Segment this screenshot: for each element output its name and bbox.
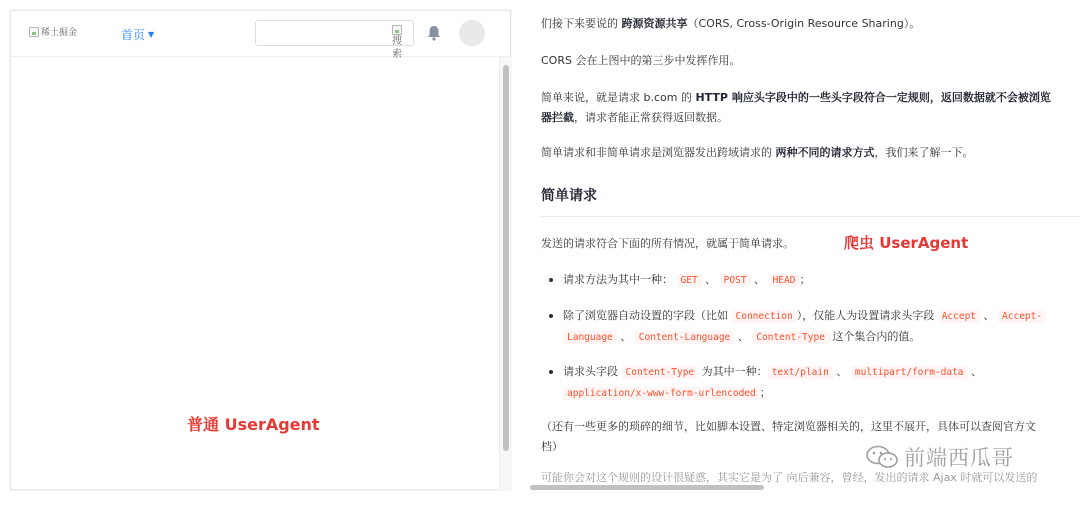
intro-paragraph bbox=[541, 14, 920, 34]
code-accept: Accept bbox=[938, 310, 980, 323]
list-item bbox=[541, 362, 1076, 404]
scrollbar-thumb[interactable] bbox=[503, 65, 509, 451]
separator: 、 bbox=[832, 365, 851, 378]
heading-divider bbox=[541, 216, 1080, 217]
bullet-text: 除了浏览器自动设置的字段（比如 bbox=[563, 309, 732, 322]
watermark bbox=[866, 442, 1014, 472]
two-types-paragraph bbox=[541, 143, 974, 163]
broken-image-icon bbox=[29, 27, 39, 37]
caret-down-icon: ▼ bbox=[148, 30, 155, 39]
nav-home-label: 首页 bbox=[121, 28, 146, 42]
condition-paragraph: 发送的请求符合下面的所有情况，就属于简单请求。 bbox=[541, 237, 794, 250]
two-types-bold: 两种不同的请求方式 bbox=[775, 146, 875, 159]
list-item bbox=[541, 270, 810, 291]
logo-alt-text: 稀土掘金 bbox=[41, 28, 78, 38]
simple-explain-paragraph bbox=[541, 88, 1076, 128]
search-button[interactable] bbox=[389, 25, 405, 61]
vertical-scrollbar[interactable] bbox=[499, 57, 511, 490]
code-head: HEAD bbox=[769, 274, 800, 287]
cors-paragraph: CORS 会在上图中的第三步中发挥作用。 bbox=[541, 54, 741, 67]
two-types-suffix: ，我们来了解一下。 bbox=[874, 146, 974, 159]
simple-explain-suffix: ，请求者能正常获得返回数据。 bbox=[574, 111, 728, 124]
normal-ua-caption: 普通 UserAgent bbox=[187, 415, 320, 434]
simple-request-heading: 简单请求 bbox=[541, 188, 597, 204]
intro-bold: 跨源资源共享 bbox=[621, 17, 688, 30]
wechat-icon bbox=[866, 445, 898, 469]
bullet-text: 为其中一种： bbox=[698, 365, 768, 378]
bullet-text: 请求头字段 bbox=[563, 365, 622, 378]
watermark-text: 前端西瓜哥 bbox=[904, 446, 1014, 470]
broken-image-icon bbox=[392, 25, 402, 35]
cut-off-text: 可能你会对这个规则的设计很疑惑，其实它是为了 向后兼容，曾经，发出的请求 Ajax 时就可以发送的 bbox=[541, 472, 1038, 484]
separator: 、 bbox=[734, 330, 753, 343]
crawler-ua-window bbox=[526, 0, 1080, 505]
code-connection: Connection bbox=[732, 310, 797, 323]
simple-explain-bold: HTTP 响应头字段中的一些头字段符合一定规则，返回数据就不会被浏览 bbox=[695, 91, 1051, 104]
bell-icon[interactable] bbox=[427, 25, 441, 41]
code-urlencoded: application/x-www-form-urlencoded bbox=[563, 387, 760, 400]
two-types-text: 简单请求和非简单请求是浏览器发出跨域请求的 bbox=[541, 146, 776, 159]
bullet-end: ； bbox=[799, 273, 811, 286]
crawler-ua-caption: 爬虫 UserAgent bbox=[844, 234, 969, 252]
site-header bbox=[11, 11, 510, 60]
code-post: POST bbox=[720, 274, 751, 287]
code-content-type: Content-Type bbox=[752, 331, 829, 344]
separator: 、 bbox=[701, 273, 720, 286]
list-item bbox=[541, 306, 1076, 348]
code-content-language: Content-Language bbox=[635, 331, 735, 344]
bullet-text: ），仅能人为设置请求头字段 bbox=[796, 309, 938, 322]
intro-text: 们接下来要说的 bbox=[541, 17, 622, 30]
simple-explain-bold-2: 器拦截 bbox=[541, 111, 574, 124]
site-logo[interactable] bbox=[29, 25, 77, 38]
horizontal-scrollbar[interactable] bbox=[530, 485, 1076, 491]
code-accept-language: Accept- bbox=[998, 310, 1046, 323]
search-button-label: 搜索 bbox=[392, 36, 402, 60]
note-text: （还有一些更多的琐碎的细节，比如脚本设置、特定浏览器相关的，这里不展开，具体可以查阅官方文 bbox=[541, 420, 1036, 433]
code-accept-language: Language bbox=[563, 331, 617, 344]
note-text-2: 档） bbox=[541, 440, 563, 453]
bullet-end: ； bbox=[759, 386, 771, 399]
nav-home-dropdown[interactable] bbox=[121, 26, 154, 43]
separator: 、 bbox=[750, 273, 769, 286]
separator: 、 bbox=[967, 365, 983, 378]
code-multipart: multipart/form-data bbox=[851, 366, 968, 379]
bullet-text: 请求方法为其中一种： bbox=[563, 273, 673, 286]
separator: 、 bbox=[980, 309, 999, 322]
bullet-text: 这个集合内的值。 bbox=[828, 330, 921, 343]
intro-suffix: （CORS, Cross-Origin Resource Sharing）。 bbox=[687, 17, 921, 30]
simple-explain-text: 简单来说，就是请求 b.com 的 bbox=[541, 91, 696, 104]
separator: 、 bbox=[616, 330, 635, 343]
avatar[interactable] bbox=[459, 20, 485, 46]
scrollbar-thumb[interactable] bbox=[530, 485, 764, 490]
normal-ua-window bbox=[10, 10, 511, 490]
code-get: GET bbox=[677, 274, 702, 287]
code-content-type: Content-Type bbox=[622, 366, 699, 379]
code-text-plain: text/plain bbox=[768, 366, 833, 379]
